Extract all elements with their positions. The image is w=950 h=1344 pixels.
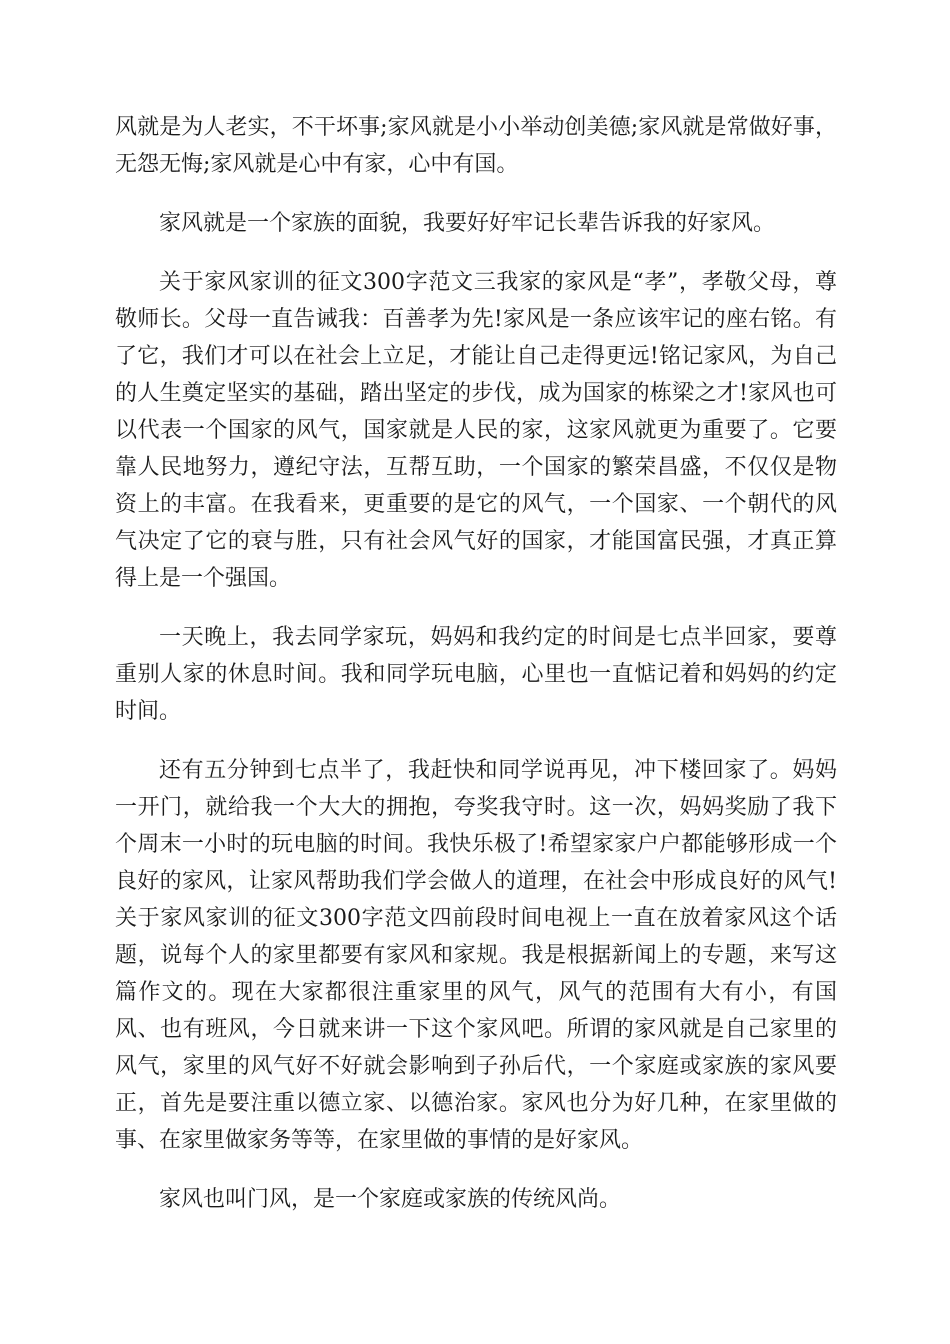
paragraph-1: 风就是为人老实，不干坏事;家风就是小小举动创美德;家风就是常做好事，无怨无悔;家风就是心中有家，心中有国。	[115, 115, 837, 177]
paragraph-5: 还有五分钟到七点半了，我赶快和同学说再见，冲下楼回家了。妈妈一开门，就给我一个大大的拥抱，夸奖我守时。这一次，妈妈奖励了我下个周末一小时的玩电脑的时间。我快乐极了!希望家家户户都能够形成一个良好的家风，让家风帮助我们学会做人的道理，在社会中形成良好的风气!关于家风家训的征文300字范文四前段时间电视上一直在放着家风这个话题，说每个人的家里都要有家风和家规。我是根据新闻上的专题，来写这篇作文的。现在大家都很注重家里的风气，风气的范围有大有小，有国风、也有班风，今日就来讲一下这个家风吧。所谓的家风就是自己家里的风气，家里的风气好不好就会影响到子孙后代，一个家庭或家族的家风要正，首先是要注重以德立家、以德治家。家风也分为好几种，在家里做的事、在家里做家务等等，在家里做的事情的是好家风。	[115, 758, 837, 1153]
document-body	[115, 109, 837, 1240]
paragraph-6: 家风也叫门风，是一个家庭或家族的传统风尚。	[159, 1187, 622, 1212]
paragraph-2: 家风就是一个家族的面貌，我要好好牢记长辈告诉我的好家风。	[159, 211, 776, 236]
paragraph-4: 一天晚上，我去同学家玩，妈妈和我约定的时间是七点半回家，要尊重别人家的休息时间。我和同学玩电脑，心里也一直惦记着和妈妈的约定时间。	[115, 625, 837, 724]
paragraph-3: 关于家风家训的征文300字范文三我家的家风是“孝”，孝敬父母，尊敬师长。父母一直告诫我：百善孝为先!家风是一条应该牢记的座右铭。有了它，我们才可以在社会上立足，才能让自己走得更远!铭记家风，为自己的人生奠定坚实的基础，踏出坚定的步伐，成为国家的栋梁之才!家风也可以代表一个国家的风气，国家就是人民的家，这家风就更为重要了。它要靠人民地努力，遵纪守法，互帮互助，一个国家的繁荣昌盛，不仅仅是物资上的丰富。在我看来，更重要的是它的风气，一个国家、一个朝代的风气决定了它的衰与胜，只有社会风气好的国家，才能国富民强，才真正算得上是一个强国。	[115, 270, 837, 591]
